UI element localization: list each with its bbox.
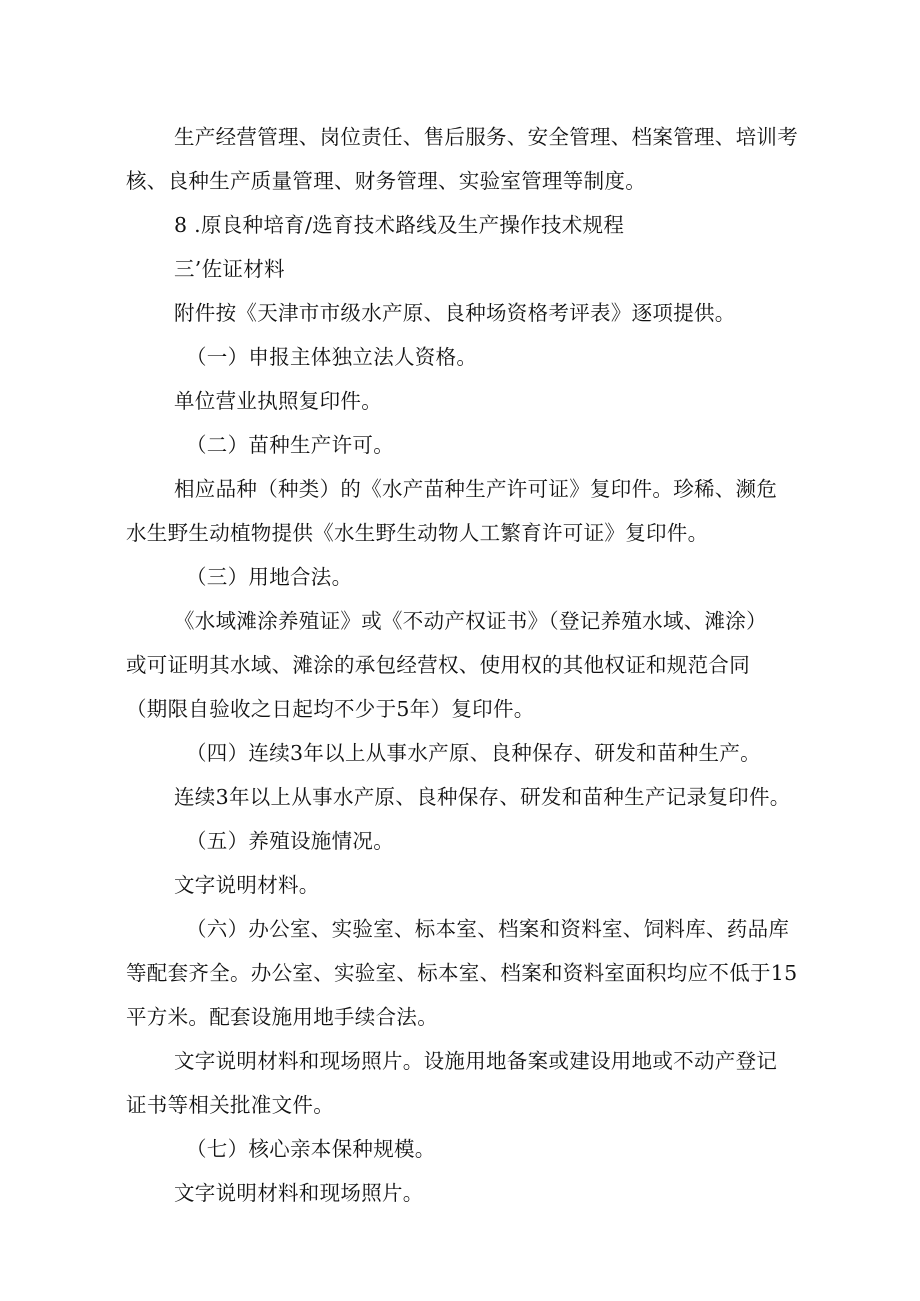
section-heading: 三’佐证材料: [174, 257, 285, 281]
text-line: 平方米。配套设施用地手续合法。: [126, 1005, 438, 1029]
text-line: 单位营业执照复印件。: [174, 389, 382, 413]
item-heading: （二）苗种生产许可。: [186, 433, 394, 457]
item-heading: （三）用地合法。: [186, 565, 353, 589]
text-line: 文字说明材料和现场照片。: [174, 1181, 424, 1205]
text-line: 文字说明材料和现场照片。设施用地备案或建设用地或不动产登记: [174, 1049, 778, 1073]
text-line: 生产经营管理、岗位责任、售后服务、安全管理、档案管理、培训考: [174, 125, 798, 149]
item-heading: （一）申报主体独立法人资格。: [186, 345, 478, 369]
text-line: （期限自验收之日起均不少于5年）复印件。: [126, 697, 535, 721]
text-line: 或可证明其水域、滩涂的承包经营权、使用权的其他权证和规范合同: [126, 653, 750, 677]
text-line: 相应品种（种类）的《水产苗种生产许可证》复印件。珍稀、濒危: [174, 477, 778, 501]
text-line: 《水域滩涂养殖证》或《不动产权证书》（登记养殖水域、滩涂）: [174, 609, 767, 633]
text-line: 8 .原良种培育/选育技术路线及生产操作技术规程: [174, 213, 625, 237]
text-line: 水生野生动植物提供《水生野生动物人工繁育许可证》复印件。: [126, 521, 709, 545]
text-line: 附件按《天津市市级水产原、良种场资格考评表》逐项提供。: [174, 301, 736, 325]
item-heading: （六）办公室、实验室、标本室、档案和资料室、饲料库、药品库: [186, 917, 790, 941]
item-heading: （七）核心亲本保种规模。: [186, 1137, 436, 1161]
text-line: 核、良种生产质量管理、财务管理、实验室管理等制度。: [126, 169, 646, 193]
text-line: 等配套齐全。办公室、实验室、标本室、档案和资料室面积均应不低于15: [126, 961, 798, 985]
item-heading: （五）养殖设施情况。: [186, 829, 394, 853]
text-line: 证书等相关批准文件。: [126, 1093, 334, 1117]
item-heading: （四）连续3年以上从事水产原、良种保存、研发和苗种生产。: [186, 741, 761, 765]
text-line: 连续3年以上从事水产原、良种保存、研发和苗种生产记录复印件。: [174, 785, 791, 809]
text-line: 文字说明材料。: [174, 873, 320, 897]
